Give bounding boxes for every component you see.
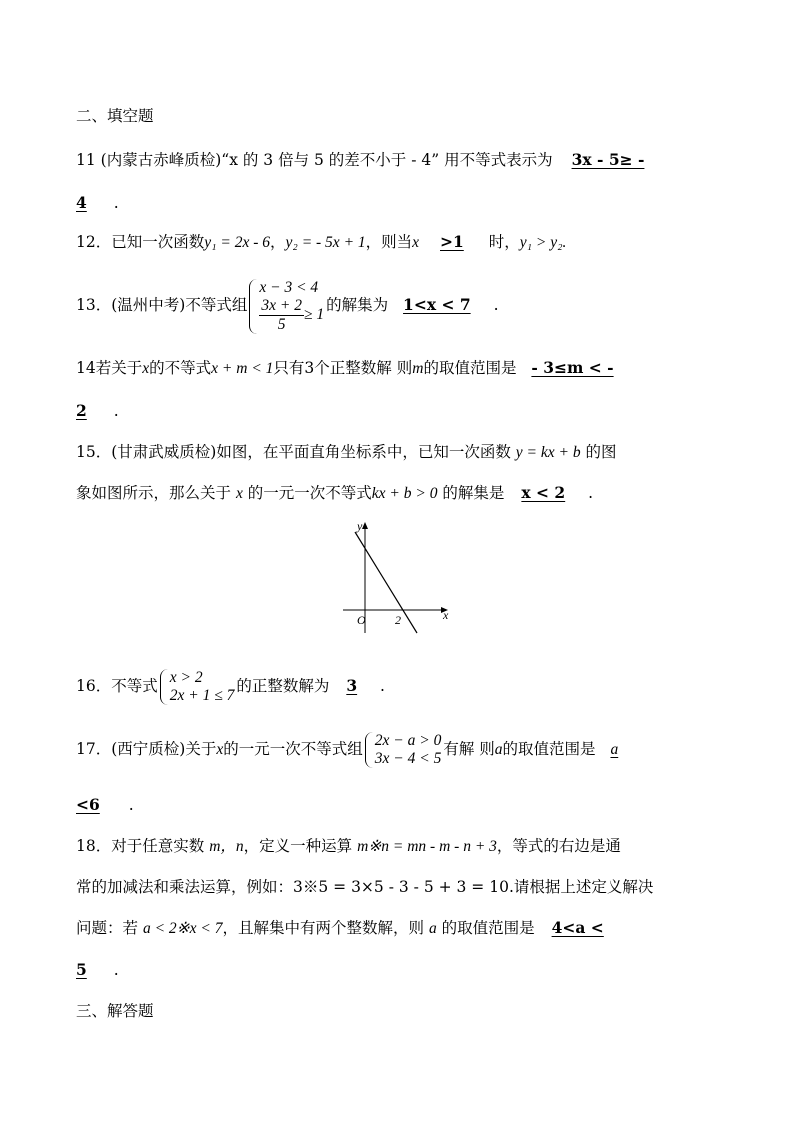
q13-numerator: 3x + 2 (261, 296, 302, 314)
question-18-cont (76, 960, 119, 980)
q17-answer-part2: <6 (76, 795, 100, 814)
q18-operation: m※n = mn - m - n + 3 (357, 838, 497, 855)
q14-answer-part2: 2 (76, 401, 87, 420)
q15-graph (335, 518, 460, 638)
question-17 (76, 719, 618, 780)
q13-denominator: 5 (277, 315, 286, 333)
q17-answer-part1: a (610, 741, 619, 758)
q14-text-c: 只有 (273, 359, 305, 377)
q15-answer: x < 2 (521, 483, 566, 502)
q13-row2-rel: ≥ 1 (303, 305, 325, 323)
q15-inequality: kx + b > 0 (371, 485, 438, 502)
q14-text-b: 的不等式 (149, 359, 212, 377)
q17-var: x (216, 741, 224, 758)
q15-text-e: 的解集是 (442, 484, 505, 502)
q16-row1: x > 2 (169, 669, 203, 686)
q14-inequality: x + m < 1 (211, 360, 274, 377)
q15-function: y = kx + b (515, 444, 581, 461)
q17-inequality-system (365, 732, 442, 768)
q16-end: . (380, 677, 385, 695)
question-15 (76, 442, 617, 463)
q14-end: . (113, 402, 119, 420)
q18-text-f: ，且解集中有两个整数解，则 (222, 919, 425, 937)
q12-text-a: 已知一次函数 (111, 233, 205, 251)
q17-row2: 3x − 4 < 5 (374, 750, 442, 767)
q16-number: 16． (76, 677, 112, 695)
q11-text: “x 的 3 倍与 5 的差不小于 - 4” 用不等式表示为 (221, 151, 553, 169)
q11-answer-part2: 4 (76, 193, 87, 212)
q14-text-a: 若关于 (95, 359, 143, 377)
q14-var: x (142, 360, 150, 377)
q13-source: (温州中考) (111, 296, 186, 314)
q15-text-d: 的一元一次不等式 (247, 484, 372, 502)
x-axis-label: x (443, 608, 449, 622)
q17-var2: a (494, 741, 503, 758)
q17-source: ．(西宁质检) (95, 740, 186, 758)
q16-text-a: 不等式 (111, 677, 158, 695)
q17-end: . (128, 796, 134, 814)
q15-text-a: 如图，在平面直角坐标系中，已知一次函数 (216, 443, 511, 461)
q18-answer-part2: 5 (76, 960, 87, 979)
q15-end: . (588, 484, 594, 502)
question-18-line3 (76, 918, 604, 939)
q13-text-b: 的解集为 (326, 296, 389, 314)
question-11 (76, 150, 644, 170)
q13-answer: 1<x < 7 (403, 295, 471, 314)
q14-text-e: 的取值范围是 (423, 359, 517, 377)
q12-relation: y₁ > y₂. (519, 234, 567, 251)
question-15-cont (76, 483, 593, 504)
q15-source: (甘肃武威质检) (111, 443, 217, 461)
q12-number: 12． (76, 233, 112, 251)
q13-end: . (493, 296, 499, 314)
question-17-cont (76, 795, 134, 815)
question-14 (76, 358, 614, 379)
q16-row2: 2x + 1 ≤ 7 (169, 687, 235, 704)
q18-text-e: 问题：若 (76, 919, 139, 937)
q14-text-d: 个正整数解 则 (314, 359, 413, 377)
q15-var: x (235, 485, 243, 502)
q13-number: 13． (76, 296, 112, 314)
origin-label: O (357, 613, 366, 627)
q11-number: 11 (76, 151, 96, 169)
question-16 (76, 656, 385, 716)
q17-text-c: 有解 则 (443, 740, 495, 758)
q13-text-a: 不等式组 (185, 296, 248, 314)
q17-text-b: 的一元一次不等式组 (223, 740, 363, 758)
q18-text-a: 对于任意实数 (111, 837, 205, 855)
question-18-line2: 常的加减法和乘法运算，例如：3※5 = 3×5 - 3 - 5 + 3 = 10.请根据上述定义解决 (76, 878, 654, 896)
q14-number: 14 (76, 359, 96, 377)
x-tick-label: 2 (395, 613, 401, 627)
section-heading-answer: 三、解答题 (76, 1002, 154, 1020)
q16-answer: 3 (346, 676, 358, 695)
q17-number: 17 (76, 740, 96, 758)
q12-text-b: ，则当 (365, 233, 413, 251)
y-axis-label: y (357, 519, 363, 533)
q12-y2: y₂ = - 5x + 1 (285, 234, 366, 251)
q13-inequality-system (249, 279, 324, 334)
q15-text-c: 象如图所示，那么关于 (76, 484, 232, 502)
q18-end: . (113, 961, 119, 979)
question-14-cont (76, 401, 119, 421)
q14-count: 3 (304, 359, 315, 377)
section-heading-fill-blank: 二、填空题 (76, 107, 154, 125)
question-13 (76, 270, 499, 340)
q18-mn: m，n (209, 838, 244, 855)
question-12 (76, 232, 566, 253)
q12-var: x (412, 234, 420, 251)
y-axis-arrow (362, 522, 368, 529)
question-11-cont (76, 193, 119, 213)
q11-answer-part1: 3x - 5≥ - (571, 150, 645, 169)
q12-sep: ， (270, 233, 286, 251)
q18-number: 18． (76, 837, 112, 855)
q12-text-c: 时， (488, 233, 520, 251)
q18-var: a (428, 920, 437, 937)
q18-text-c: ，等式的右边是通 (496, 837, 621, 855)
q18-text-g: 的取值范围是 (441, 919, 535, 937)
q13-fraction (259, 297, 304, 334)
q14-answer-part1: - 3≤m < - (531, 358, 614, 377)
q18-inequality: a < 2※x < 7 (142, 920, 223, 937)
q17-row1: 2x − a > 0 (374, 732, 442, 749)
q11-end: . (113, 194, 119, 212)
q18-text-b: ，定义一种运算 (243, 837, 353, 855)
q13-row1: x − 3 < 4 (259, 278, 319, 296)
q16-inequality-system (160, 669, 235, 705)
q11-source: (内蒙古赤峰质检) (100, 151, 222, 169)
q14-var2: m (412, 360, 424, 377)
q12-answer: >1 (440, 232, 464, 251)
q17-text-d: 的取值范围是 (502, 740, 596, 758)
q16-text-b: 的正整数解为 (236, 677, 330, 695)
question-18 (76, 836, 621, 857)
q12-y1: y₁ = 2x - 6 (204, 234, 271, 251)
q15-text-b: 的图 (585, 443, 617, 461)
q18-answer-part1: 4<a < (551, 918, 604, 937)
q15-number: 15． (76, 443, 112, 461)
q17-text-a: 关于 (185, 740, 217, 758)
